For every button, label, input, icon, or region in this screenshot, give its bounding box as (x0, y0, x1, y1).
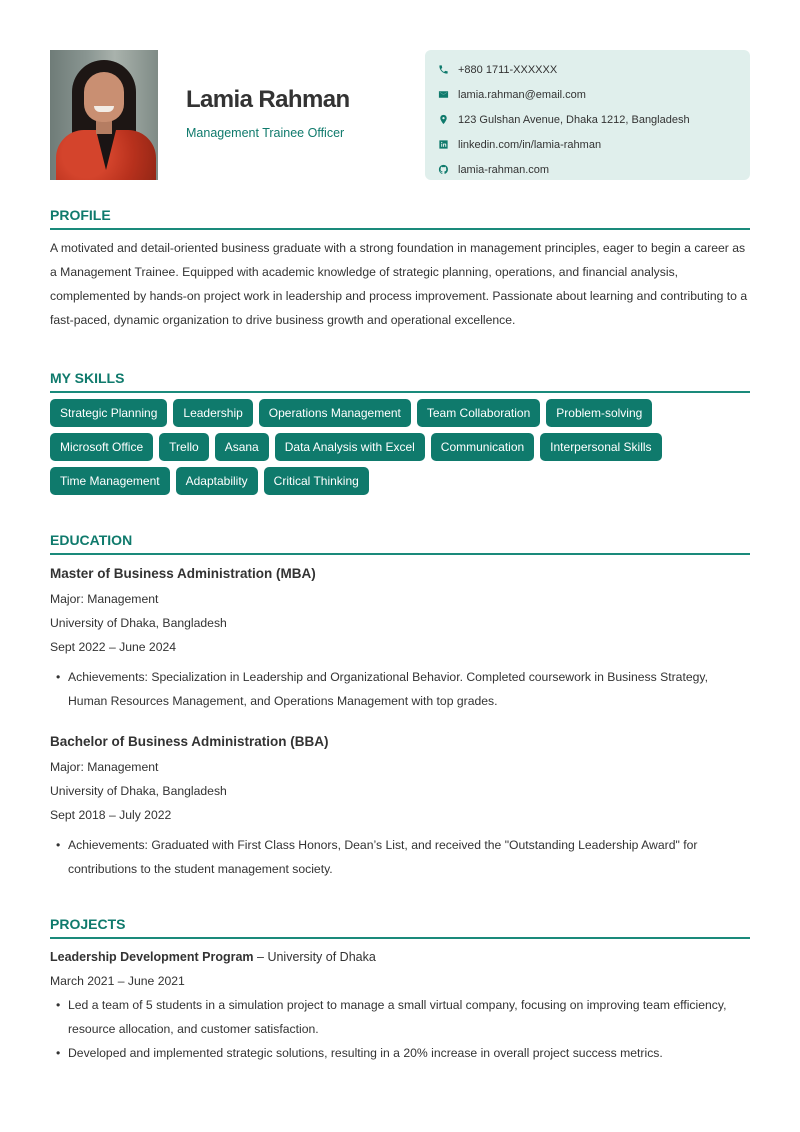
website-link[interactable]: lamia-rahman.com (458, 163, 550, 176)
profile-photo (50, 50, 158, 180)
email-icon (437, 89, 449, 101)
github-icon (437, 164, 449, 176)
degree-title: Bachelor of Business Administration (BBA) (50, 734, 329, 749)
skill-chip: Critical Thinking (264, 467, 369, 495)
date-range: March 2021 – June 2021 (50, 974, 185, 988)
section-divider (50, 937, 750, 939)
project-bullet: • Led a team of 5 students in a simulation project to manage a small virtual company, focusing on improving team efficiency, resource allocation, and customer satisfaction. (50, 993, 750, 1041)
phone-text: +880 1711-XXXXXX (458, 63, 558, 76)
school-name: University of Dhaka, Bangladesh (50, 616, 227, 630)
skill-chip: Interpersonal Skills (540, 433, 661, 461)
section-title: MY SKILLS (50, 370, 125, 386)
profile-summary: A motivated and detail-oriented business graduate with a strong foundation in management principles, eager to begin a career as a Management Trainee. Equipped with academic knowledge of strategic planning, operations, and financial analysis, complemented by hands-on project work in leadership and process improvement. Passionate about learning and contributing to a fast-paced, dynamic organization to drive business growth and operational excellence. (50, 241, 748, 327)
contact-address (437, 107, 738, 132)
email-link[interactable]: lamia.rahman@email.com (458, 88, 586, 101)
skill-chip: Time Management (50, 467, 170, 495)
section-divider (50, 228, 750, 230)
project-separator: – (253, 950, 268, 964)
skill-chip: Operations Management (259, 399, 411, 427)
skill-chip: Data Analysis with Excel (275, 433, 425, 461)
education-section (50, 531, 750, 881)
contact-phone (437, 57, 738, 82)
date-range: Sept 2022 – June 2024 (50, 640, 177, 654)
section-divider (50, 391, 750, 393)
skill-chip: Trello (159, 433, 209, 461)
skills-section (50, 369, 750, 495)
education-entry (50, 561, 750, 713)
contact-panel (425, 50, 750, 180)
project-name: Leadership Development Program (50, 950, 254, 964)
section-title: PROFILE (50, 207, 111, 223)
linkedin-icon (437, 139, 449, 151)
phone-icon (437, 64, 449, 76)
project-bullet: • Developed and implemented strategic solutions, resulting in a 20% increase in overall project success metrics. (50, 1041, 750, 1065)
degree-major: Major: Management (50, 592, 159, 606)
skill-chip: Asana (215, 433, 269, 461)
degree-major: Major: Management (50, 760, 159, 774)
project-org: University of Dhaka (267, 950, 376, 964)
education-entry (50, 729, 750, 881)
skill-chip: Leadership (173, 399, 252, 427)
skills-list (50, 399, 750, 495)
skill-chip: Communication (431, 433, 534, 461)
contact-website (437, 157, 738, 182)
achievement-bullet: • Achievements: Specialization in Leadership and Organizational Behavior. Completed coursework in Business Strategy, Human Resources Management, and Operations Management with top grades. (50, 665, 750, 713)
achievement-bullet: • Achievements: Graduated with First Class Honors, Dean’s List, and received the "Outstanding Leadership Award" for contributions to the student management society. (50, 833, 750, 881)
linkedin-link[interactable]: linkedin.com/in/lamia-rahman (458, 138, 602, 151)
candidate-name: Lamia Rahman (186, 86, 350, 113)
section-divider (50, 553, 750, 555)
degree-title: Master of Business Administration (MBA) (50, 566, 316, 581)
contact-linkedin (437, 132, 738, 157)
section-title: PROJECTS (50, 916, 126, 932)
skill-chip: Problem-solving (546, 399, 652, 427)
skill-chip: Strategic Planning (50, 399, 167, 427)
contact-email (437, 82, 738, 107)
project-heading (50, 945, 750, 969)
address-text: 123 Gulshan Avenue, Dhaka 1212, Bangladesh (458, 113, 690, 126)
location-pin-icon (437, 114, 449, 126)
projects-section (50, 915, 750, 1065)
school-name: University of Dhaka, Bangladesh (50, 784, 227, 798)
project-entry (50, 945, 750, 1065)
date-range: Sept 2018 – July 2022 (50, 808, 172, 822)
section-title: EDUCATION (50, 532, 133, 548)
job-title: Management Trainee Officer (186, 126, 345, 140)
skill-chip: Adaptability (176, 467, 258, 495)
skill-chip: Team Collaboration (417, 399, 540, 427)
skill-chip: Microsoft Office (50, 433, 153, 461)
profile-section (50, 206, 750, 332)
